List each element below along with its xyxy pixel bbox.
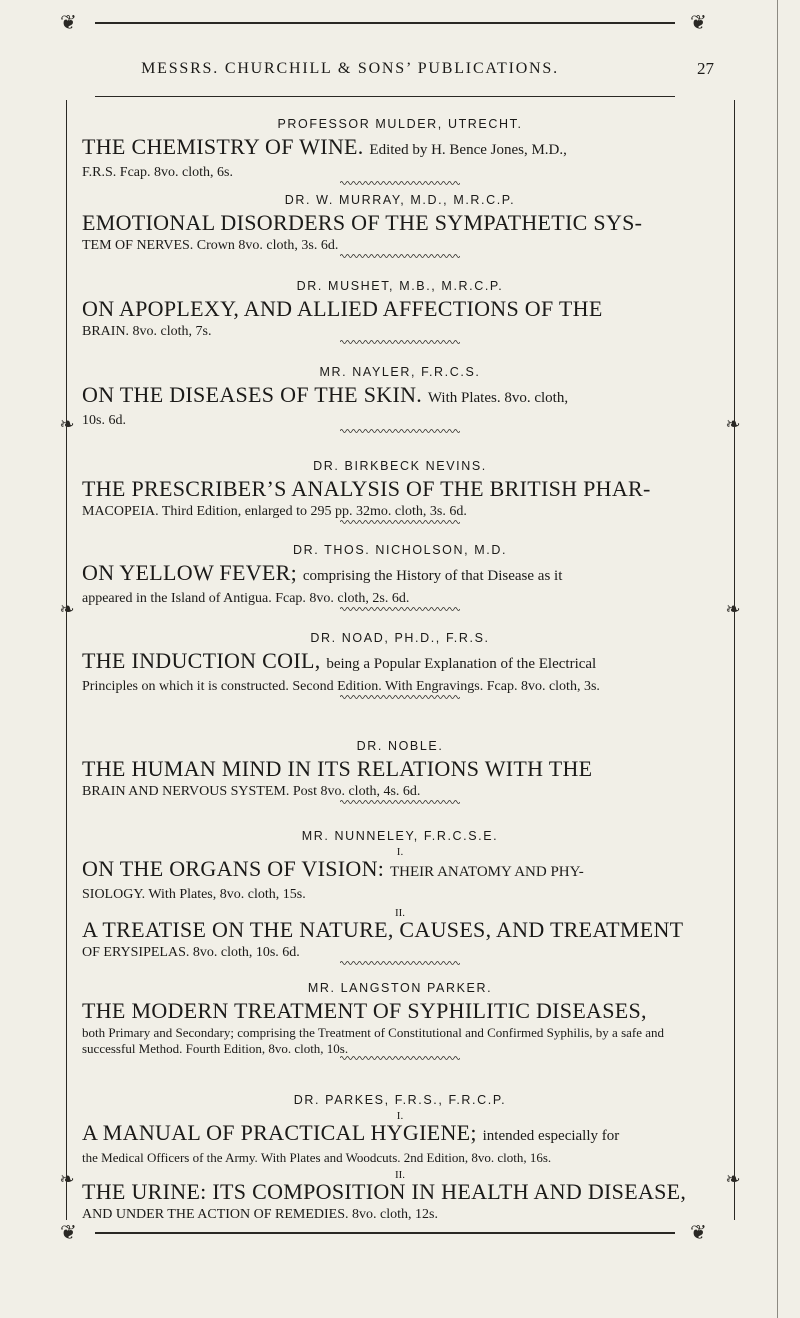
page-edge — [777, 0, 778, 1318]
entries-list — [82, 117, 718, 1224]
author-line: MR. NAYLER, F.R.C.S. — [319, 365, 481, 379]
book-details: BRAIN AND NERVOUS SYSTEM. Post 8vo. cloth, 4s. 6d. — [82, 784, 421, 799]
list-item — [82, 459, 718, 543]
book-title: ON YELLOW FEVER; comprising the History of that Disease as it — [82, 560, 563, 585]
left-border-line — [66, 100, 67, 1220]
squiggle-divider-icon — [340, 694, 460, 700]
book-details: F.R.S. Fcap. 8vo. cloth, 6s. — [82, 165, 233, 180]
book-title: ON APOPLEXY, AND ALLIED AFFECTIONS OF THE — [82, 296, 603, 321]
author-line: PROFESSOR MULDER, UTRECHT. — [277, 117, 523, 131]
author-line: DR. THOS. NICHOLSON, M.D. — [292, 543, 508, 557]
book-details: both Primary and Secondary; comprising the Treatment of Constitutional and Confirmed Syphilis, by a safe and successful Method. Fourth Edition, 8vo. cloth, 10s. — [82, 1025, 665, 1056]
book-title: ON THE ORGANS OF VISION: THEIR ANATOMY AND PHY- — [82, 856, 584, 881]
corner-ornament-icon: ❦ — [60, 10, 77, 34]
squiggle-divider-icon — [340, 339, 460, 345]
squiggle-divider-icon — [340, 253, 460, 259]
book-details: BRAIN. 8vo. cloth, 7s. — [82, 324, 212, 339]
author-line: DR. PARKES, F.R.S., F.R.C.P. — [293, 1093, 507, 1107]
author-line: MR. NUNNELEY, F.R.C.S.E. — [301, 829, 499, 843]
book-title: ON THE DISEASES OF THE SKIN. With Plates. 8vo. cloth, — [82, 382, 569, 407]
list-item — [82, 193, 718, 279]
book-details: SIOLOGY. With Plates, 8vo. cloth, 15s. — [82, 887, 306, 902]
book-details: the Medical Officers of the Army. With Plates and Woodcuts. 2nd Edition, 8vo. cloth, 16s. — [82, 1150, 552, 1165]
right-border-line — [734, 100, 735, 1220]
squiggle-divider-icon — [340, 180, 460, 186]
book-details: Principles on which it is constructed. Second Edition. With Engravings. Fcap. 8vo. cloth, 3s. — [82, 679, 600, 694]
bottom-rule — [95, 1232, 675, 1234]
squiggle-divider-icon — [340, 428, 460, 434]
list-item — [82, 279, 718, 365]
side-ornament-icon: ❧ — [59, 414, 75, 435]
volume-numeral: I. — [396, 1110, 404, 1122]
volume-numeral: I. — [396, 846, 404, 858]
list-item — [82, 829, 718, 981]
author-line: MR. LANGSTON PARKER. — [307, 981, 493, 995]
list-item — [82, 117, 718, 193]
list-item — [82, 543, 718, 631]
book-details: TEM OF NERVES. Crown 8vo. cloth, 3s. 6d. — [82, 238, 339, 253]
book-title: THE CHEMISTRY OF WINE. Edited by H. Bence Jones, M.D., — [82, 134, 567, 159]
book-details: AND UNDER THE ACTION OF REMEDIES. 8vo. cloth, 12s. — [82, 1207, 438, 1222]
volume-numeral: II. — [394, 907, 406, 919]
squiggle-divider-icon — [340, 1055, 460, 1061]
side-ornament-icon: ❧ — [725, 599, 741, 620]
side-ornament-icon: ❧ — [725, 414, 741, 435]
author-line: DR. NOAD, PH.D., F.R.S. — [310, 631, 490, 645]
side-ornament-icon: ❧ — [725, 1169, 741, 1190]
book-title: THE INDUCTION COIL, being a Popular Explanation of the Electrical — [82, 648, 597, 673]
side-ornament-icon: ❧ — [59, 1169, 75, 1190]
head-rule — [95, 96, 675, 97]
volume-numeral: II. — [394, 1169, 406, 1181]
squiggle-divider-icon — [340, 519, 460, 525]
book-title: A TREATISE ON THE NATURE, CAUSES, AND TREATMENT — [82, 917, 684, 942]
running-head: MESSRS. CHURCHILL & SONS’ PUBLICATIONS. — [141, 60, 559, 77]
book-title: THE URINE: ITS COMPOSITION IN HEALTH AND DISEASE, — [82, 1179, 687, 1204]
squiggle-divider-icon — [340, 606, 460, 612]
book-details: 10s. 6d. — [82, 413, 126, 428]
author-line: DR. NOBLE. — [356, 739, 444, 753]
book-details: appeared in the Island of Antigua. Fcap. 8vo. cloth, 2s. 6d. — [82, 591, 410, 606]
book-details: OF ERYSIPELAS. 8vo. cloth, 10s. 6d. — [82, 945, 300, 960]
book-title: A MANUAL OF PRACTICAL HYGIENE; intended especially for — [82, 1120, 620, 1145]
squiggle-divider-icon — [340, 960, 460, 966]
book-title: THE HUMAN MIND IN ITS RELATIONS WITH THE — [82, 756, 593, 781]
list-item — [82, 739, 718, 829]
list-item — [82, 365, 718, 459]
top-rule — [95, 22, 675, 24]
author-line: DR. W. MURRAY, M.D., M.R.C.P. — [284, 193, 516, 207]
book-details: MACOPEIA. Third Edition, enlarged to 295 pp. 32mo. cloth, 3s. 6d. — [82, 504, 467, 519]
list-item — [82, 981, 718, 1093]
page-number: 27 — [697, 59, 714, 78]
squiggle-divider-icon — [340, 799, 460, 805]
author-line: DR. MUSHET, M.B., M.R.C.P. — [296, 279, 504, 293]
list-item — [82, 1093, 718, 1224]
author-line: DR. BIRKBECK NEVINS. — [313, 459, 487, 473]
corner-ornament-icon: ❦ — [690, 1220, 707, 1244]
side-ornament-icon: ❧ — [59, 599, 75, 620]
book-title: THE PRESCRIBER’S ANALYSIS OF THE BRITISH PHAR- — [82, 476, 651, 501]
list-item — [82, 631, 718, 739]
corner-ornament-icon: ❦ — [60, 1220, 77, 1244]
book-title: EMOTIONAL DISORDERS OF THE SYMPATHETIC SYS- — [82, 210, 643, 235]
book-title: THE MODERN TREATMENT OF SYPHILITIC DISEASES, — [82, 998, 647, 1023]
corner-ornament-icon: ❦ — [690, 10, 707, 34]
